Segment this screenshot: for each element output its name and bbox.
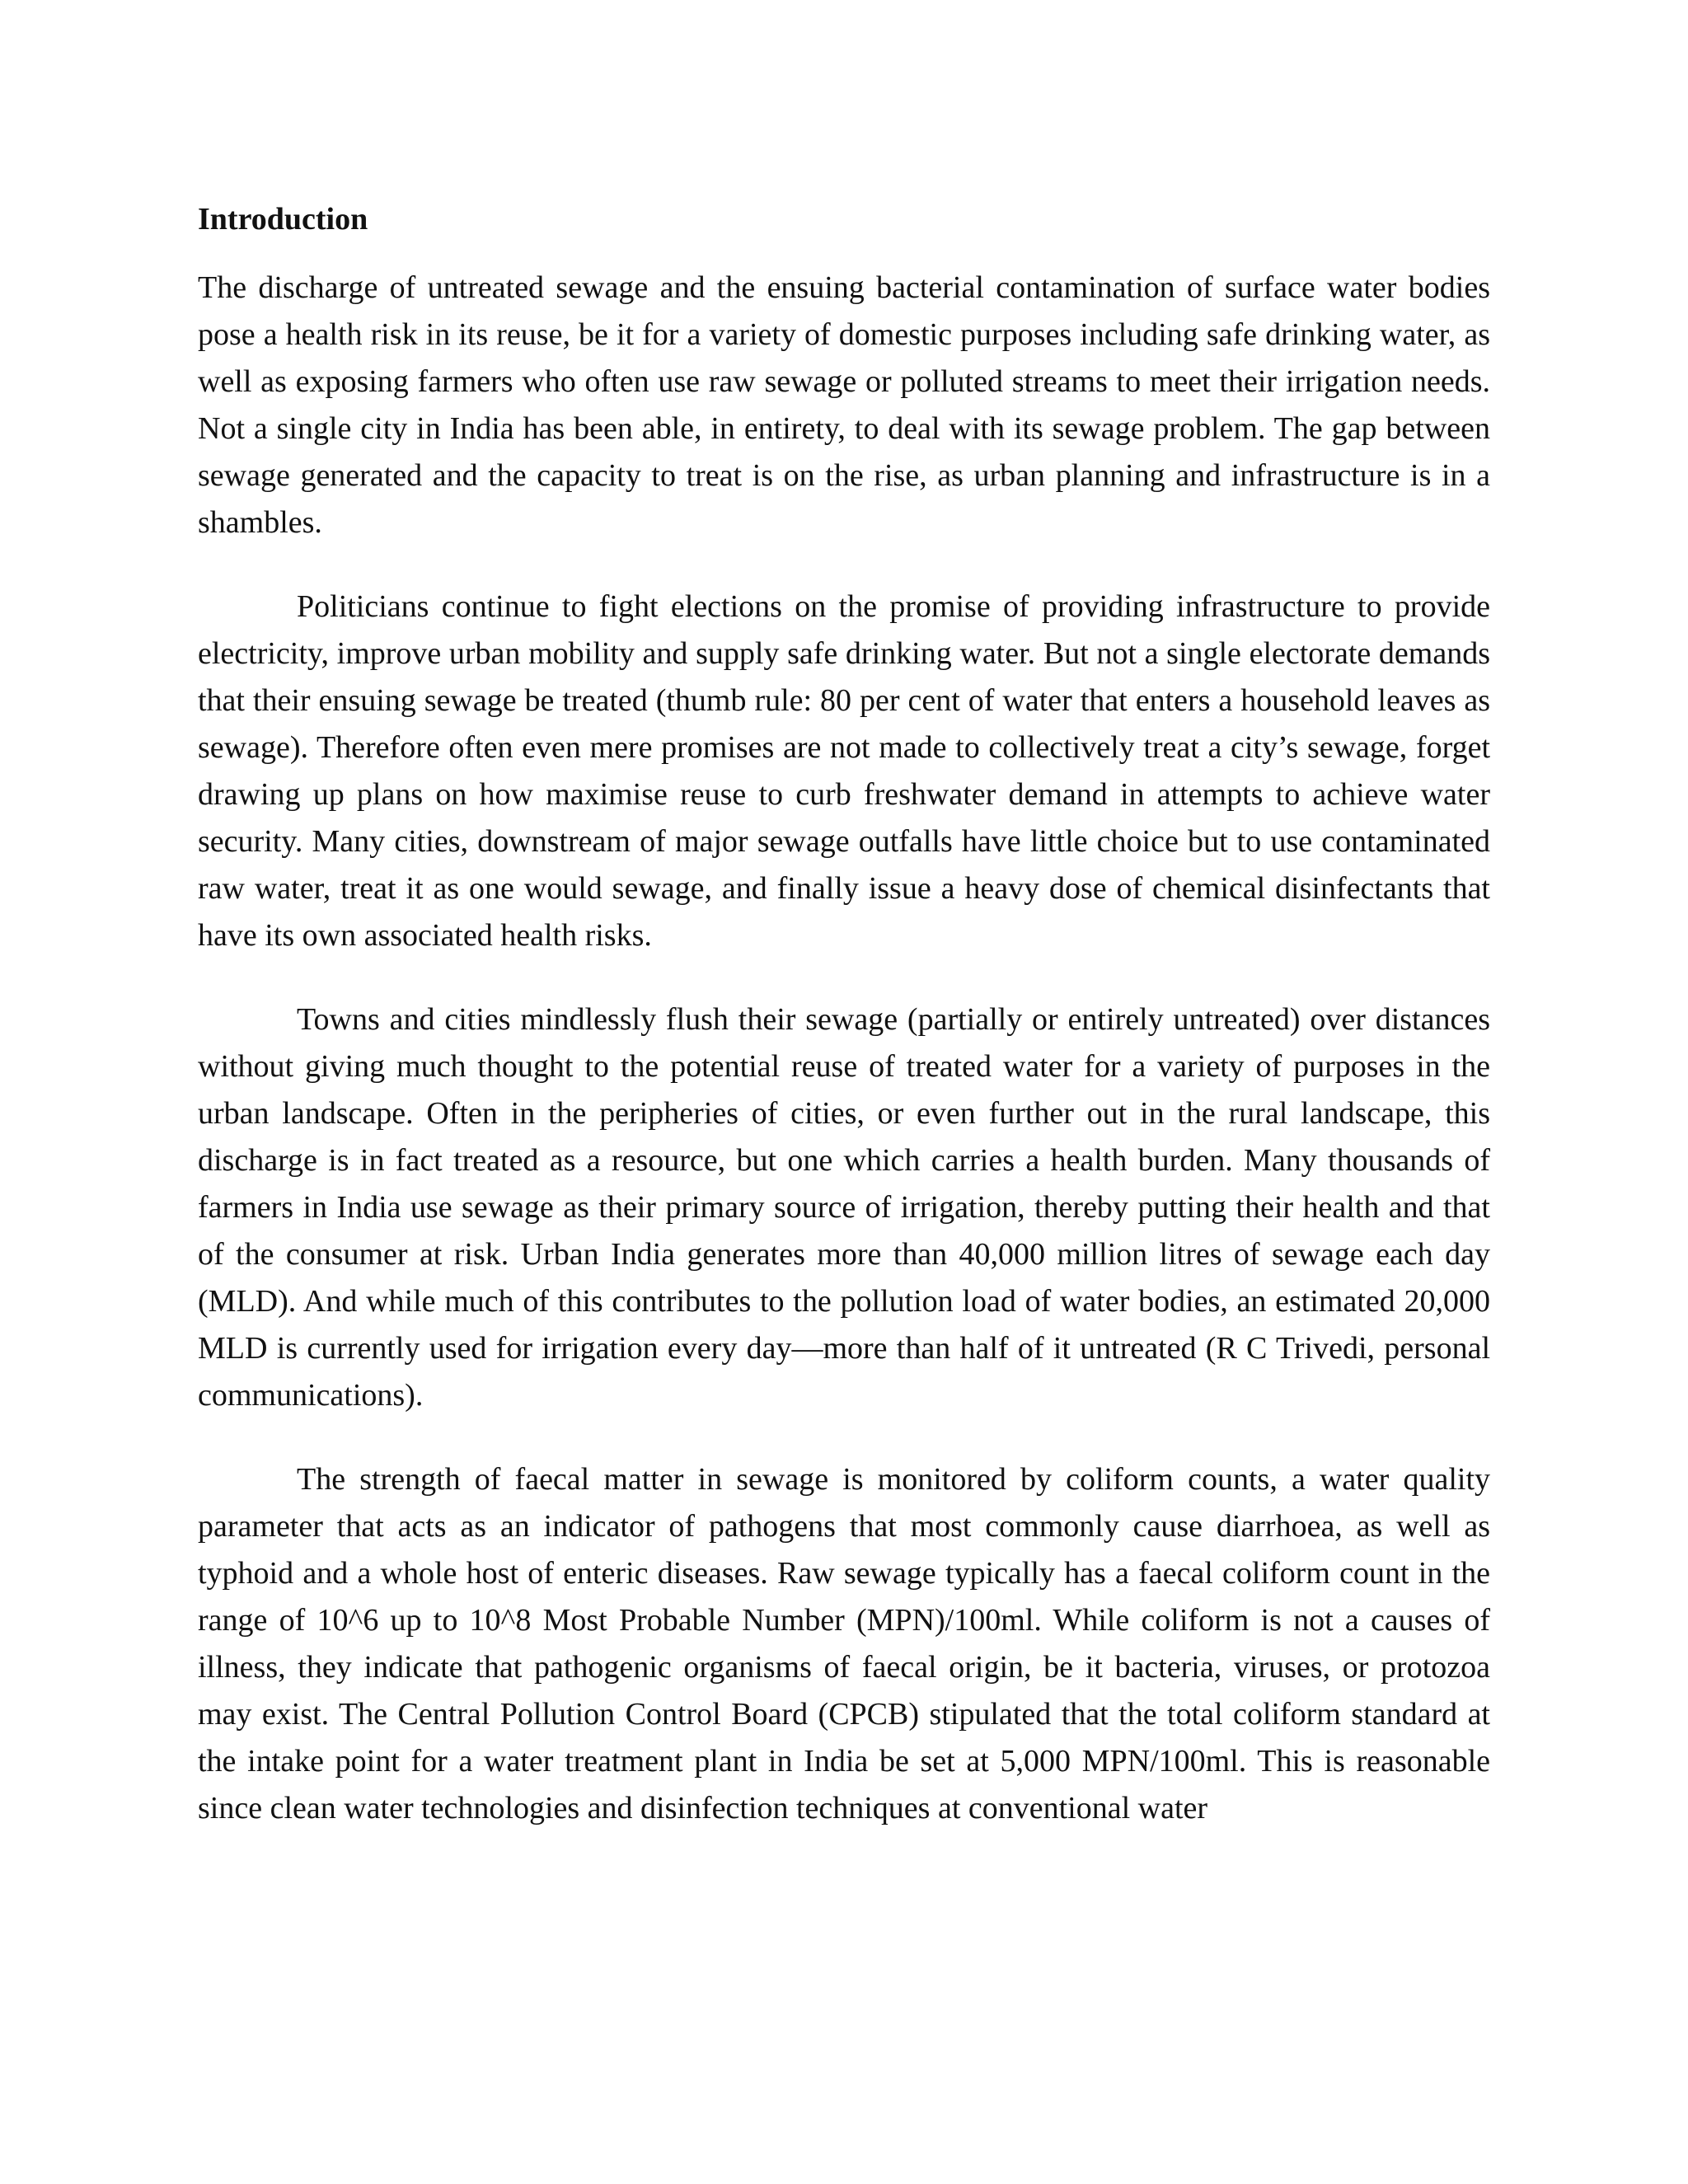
- section-heading: Introduction: [198, 202, 368, 237]
- paragraph-1: The discharge of untreated sewage and the ensuing bacterial contamination of surface water bodies pose a health risk in its reuse, be it for a variety of domestic purposes including safe drinking water, as well as exposing farmers who often use raw sewage or polluted streams to meet their irrigation needs. Not a single city in India has been able, in entirety, to deal with its sewage problem. The gap between sewage generated and the capacity to treat is on the rise, as urban planning and infrastructure is in a shambles.: [198, 270, 1490, 540]
- paragraph-2: Politicians continue to fight elections on the promise of providing infrastructure to provide electricity, improve urban mobility and supply safe drinking water. But not a single electorate demands that their ensuing sewage be treated (thumb rule: 80 per cent of water that enters a household leaves as sewage). Therefore often even mere promises are not made to collectively treat a city’s sewage, forget drawing up plans on how maximise reuse to curb freshwater demand in attempts to achieve water security. Many cities, downstream of major sewage outfalls have little choice but to use contaminated raw water, treat it as one would sewage, and finally issue a heavy dose of chemical disinfectants that have its own associated health risks.: [198, 589, 1490, 953]
- paragraph-3: Towns and cities mindlessly flush their sewage (partially or entirely untreated) over distances without giving much thought to the potential reuse of treated water for a variety of purposes in the urban landscape. Often in the peripheries of cities, or even further out in the rural landscape, this discharge is in fact treated as a resource, but one which carries a health burden. Many thousands of farmers in India use sewage as their primary source of irrigation, thereby putting their health and that of the consumer at risk. Urban India generates more than 40,000 million litres of sewage each day (MLD). And while much of this contributes to the pollution load of water bodies, an estimated 20,000 MLD is currently used for irrigation every day—more than half of it untreated (R C Trivedi, personal communications).: [198, 1002, 1490, 1413]
- document-body: [198, 196, 1490, 1859]
- paragraph-4: The strength of faecal matter in sewage is monitored by coliform counts, a water quality parameter that acts as an indicator of pathogens that most commonly cause diarrhoea, as well as typhoid and a whole host of enteric diseases. Raw sewage typically has a faecal coliform count in the range of 10^6 up to 10^8 Most Probable Number (MPN)/100ml. While coliform is not a causes of illness, they indicate that pathogenic organisms of faecal origin, be it bacteria, viruses, or protozoa may exist. The Central Pollution Control Board (CPCB) stipulated that the total coliform standard at the intake point for a water treatment plant in India be set at 5,000 MPN/100ml. This is reasonable since clean water technologies and disinfection techniques at conventional water: [198, 1462, 1490, 1825]
